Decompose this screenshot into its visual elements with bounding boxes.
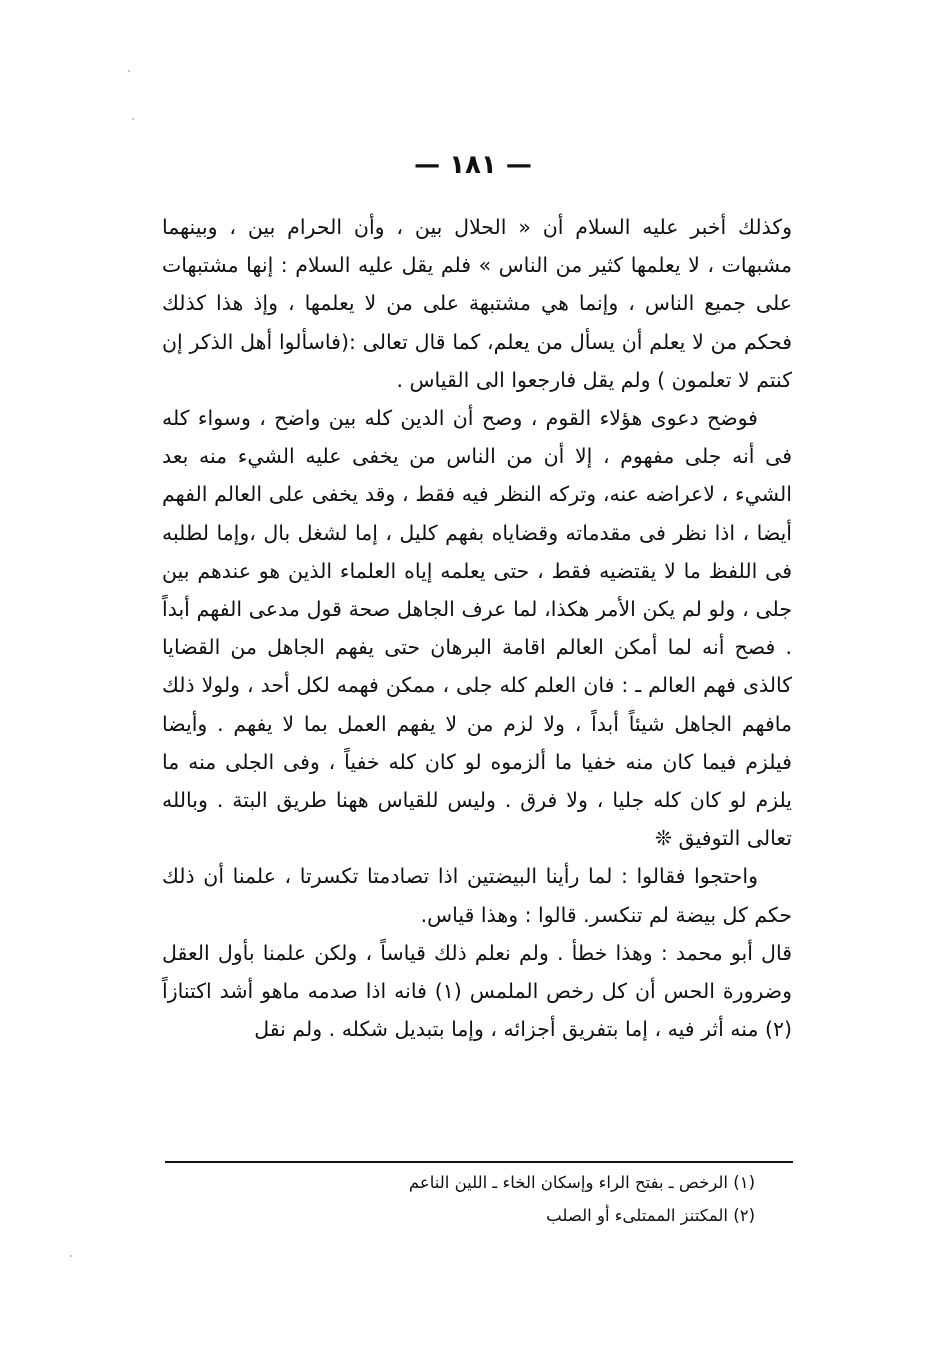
footnote-divider (165, 1161, 793, 1163)
page-number: — ١٨١ — (414, 150, 532, 180)
main-text (162, 208, 792, 1048)
footnote-2: (٢) المكتنز الممتلىء أو الصلب (546, 1206, 755, 1225)
paragraph-1: وكذلك أخبر عليه السلام أن « الحلال بين ، وأن الحرام بين ، وبينهما مشبهات ، لا يعلمها كثير من الناس » فلم يقل عليه السلام : إنها مشتبهات على جميع الناس ، وإنما هي مشتبهة على من لا يعلمها ، وإذ هذا كذلك فحكم من لا يعلم أن يسأل من يعلم، كما قال تعالى :(فاسألوا أهل الذكر إن كنتم لا تعلمون ) ولم يقل فارجعوا الى القياس . (162, 215, 792, 392)
scan-speck (132, 118, 134, 120)
scan-speck (128, 70, 130, 72)
footnote-1: (١) الرخص ـ بفتح الراء وإسكان الخاء ـ اللين الناعم (408, 1173, 755, 1192)
paragraph-2: فوضح دعوى هؤلاء القوم ، وصح أن الدين كله بين واضح ، وسواء كله فى أنه جلى مفهوم ، إلا أن من الناس من يخفى عليه الشيء منه بعد الشيء ، لاعراضه عنه، وتركه النظر فيه فقط ، وقد يخفى على العالم الفهم أيضا ، اذا نظر فى مقدماته وقضاياه بفهم كليل ، إما لشغل بال ،وإما لطلبه فى اللفظ ما لا يقتضيه فقط ، حتى يعلمه إياه العلماء الذين هو عندهم بين جلى ، ولو لم يكن الأمر هكذا، لما عرف الجاهل صحة قول مدعى الفهم أبداً . فصح أنه لما أمكن العالم اقامة البرهان حتى يفهم الجاهل من القضايا كالذى فهم العالم ـ : فان العلم كله جلى ، ممكن فهمه لكل أحد ، ولولا ذلك مافهم الجاهل شيئاً أبداً ، ولا لزم من لا يفهم العمل بما لا يفهم . وأيضا فيلزم فيما كان منه خفيا ما ألزموه لو كان كله خفياً ، وفى الجلى منه ما يلزم لو كان كله جليا ، ولا فرق . وليس للقياس ههنا طريق البتة . وبالله تعالى التوفيق ❊ (162, 406, 792, 851)
paragraph-4: قال أبو محمد : وهذا خطأ . ولم نعلم ذلك قياساً ، ولكن علمنا بأول العقل وضرورة الحس أن كل رخص الملمس (١) فانه اذا صدمه ماهو أشد اكتنازاً (٢) منه أثر فيه ، إما بتفريق أجزائه ، وإما بتبديل شكله . ولم نقل (162, 940, 792, 1042)
footnotes (165, 1166, 755, 1232)
scan-speck (70, 1255, 72, 1257)
paragraph-3: واحتجوا فقالوا : لما رأينا البيضتين اذا تصادمتا تكسرتا ، علمنا أن ذلك حكم كل بيضة لم تنكسر. قالوا : وهذا قياس. (162, 864, 792, 927)
